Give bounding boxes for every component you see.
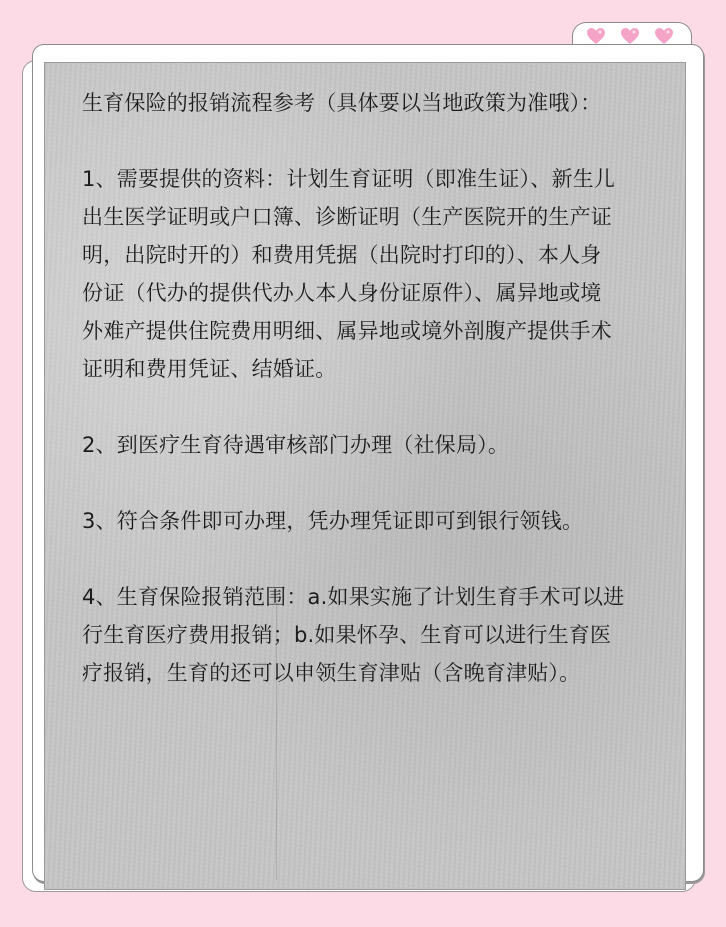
item-1 bbox=[82, 160, 682, 388]
item-1-line: 外难产提供住院费用明细、属异地或境外剖腹产提供手术 bbox=[82, 319, 612, 343]
document-title: 生育保险的报销流程参考（具体要以当地政策为准哦）： bbox=[82, 91, 602, 115]
heart-icon bbox=[620, 27, 640, 45]
tab-hearts bbox=[586, 27, 674, 45]
item-1-line: 明，出院时开的）和费用凭据（出院时打印的）、本人身 bbox=[82, 243, 602, 267]
item-2 bbox=[82, 426, 682, 464]
item-4-line: 行生育医疗费用报销；b.如果怀孕、生育可以进行生育医 bbox=[82, 623, 612, 647]
item-1-line: 出生医学证明或户口簿、诊断证明（生产医院开的生产证 bbox=[82, 205, 612, 229]
item-3-line: 3、符合条件即可办理，凭办理凭证即可到银行领钱。 bbox=[82, 509, 584, 533]
item-4 bbox=[82, 578, 682, 692]
item-4-line: 4、生育保险报销范围：a.如果实施了计划生育手术可以进 bbox=[82, 585, 625, 609]
document-content bbox=[82, 84, 682, 692]
item-2-line: 2、到医疗生育待遇审核部门办理（社保局）。 bbox=[82, 433, 510, 457]
item-4-line: 疗报销，生育的还可以申领生育津贴（含晚育津贴）。 bbox=[82, 661, 581, 685]
heart-icon bbox=[654, 27, 674, 45]
item-1-line: 证明和费用凭证、结婚证。 bbox=[82, 357, 337, 381]
item-3 bbox=[82, 502, 682, 540]
item-1-line: 1、需要提供的资料：计划生育证明（即准生证）、新生儿 bbox=[82, 167, 616, 191]
heart-icon bbox=[586, 27, 606, 45]
item-1-line: 份证（代办的提供代办人本人身份证原件）、属异地或境 bbox=[82, 281, 602, 305]
